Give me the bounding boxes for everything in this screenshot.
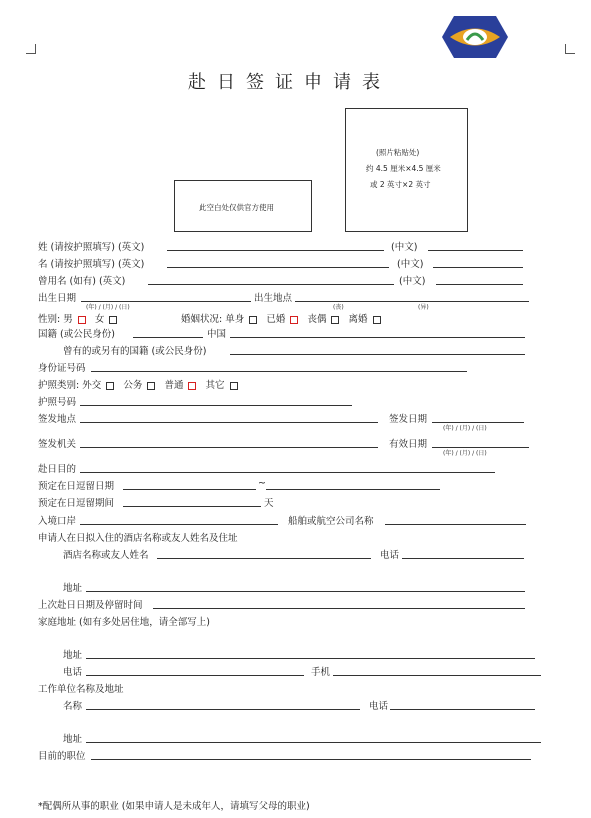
crop-mark-left	[26, 44, 36, 54]
passport-other-label: 其它	[205, 380, 225, 391]
passport-other-checkbox[interactable]	[230, 382, 238, 390]
position-field[interactable]	[91, 759, 531, 760]
divorced-hint: (异)	[418, 304, 429, 311]
marital-single-label: 婚姻状况: 单身	[181, 314, 245, 325]
stay-date-from-field[interactable]	[123, 489, 256, 490]
home-address-line-label: 地址	[63, 650, 83, 661]
stay-period-label: 预定在日逗留期间	[38, 498, 115, 509]
sex-row	[38, 311, 117, 325]
marital-divorced-label: 离婚	[348, 314, 368, 325]
birth-place-label: 出生地点	[254, 293, 293, 304]
former-nationality-field[interactable]	[230, 354, 525, 355]
nationality-value: 中国	[207, 329, 227, 340]
home-address-label: 家庭地址 (如有多处居住地，请全部写上)	[38, 617, 210, 628]
nationality-label: 国籍 (或公民身份)	[38, 329, 115, 340]
surname-chinese-label: (中文)	[391, 242, 418, 253]
issue-date-hint: (年) / (月) / (日)	[443, 425, 487, 432]
surname-chinese-field[interactable]	[428, 250, 523, 251]
employer-address-label: 地址	[63, 734, 83, 745]
ship-airline-label: 船舶或航空公司名称	[288, 516, 374, 527]
given-name-label: 名 (请按护照填写) (英文)	[38, 259, 145, 270]
sex-female-label: 女	[94, 314, 105, 325]
birth-place-field[interactable]	[295, 301, 529, 302]
hotel-phone-field[interactable]	[402, 558, 524, 559]
former-name-field[interactable]	[148, 284, 394, 285]
spouse-job-label: *配偶所从事的职业 (如果申请人是未成年人，请填写父母的职业)	[38, 801, 310, 812]
marital-married-label: 已婚	[266, 314, 286, 325]
entry-port-field[interactable]	[80, 524, 278, 525]
hotel-address-field[interactable]	[86, 591, 525, 592]
marital-widowed-checkbox[interactable]	[331, 316, 339, 324]
stay-date-separator: ~	[258, 478, 266, 489]
birth-date-hint: (年) / (月) / (日)	[86, 304, 130, 311]
passport-official-checkbox[interactable]	[147, 382, 155, 390]
employer-phone-field[interactable]	[390, 709, 535, 710]
logo-icon	[440, 14, 510, 60]
page-title: 赴日签证申请表	[188, 72, 391, 93]
home-phone-field[interactable]	[86, 675, 304, 676]
official-use-label: 此空白处仅供官方使用	[199, 203, 274, 212]
passport-ordinary-label: 普通	[164, 380, 184, 391]
former-name-label: 曾用名 (如有) (英文)	[38, 276, 126, 287]
accommodation-label: 申请人在日拟入住的酒店名称或友人姓名及住址	[38, 533, 238, 544]
home-address-field[interactable]	[86, 658, 535, 659]
photo-box	[345, 108, 468, 232]
issue-date-label: 签发日期	[389, 414, 428, 425]
mobile-field[interactable]	[333, 675, 541, 676]
issue-authority-label: 签发机关	[38, 439, 77, 450]
last-visit-field[interactable]	[153, 608, 525, 609]
stay-date-label: 预定在日逗留日期	[38, 481, 115, 492]
given-name-chinese-field[interactable]	[433, 267, 523, 268]
passport-number-field[interactable]	[80, 405, 352, 406]
last-visit-label: 上次赴日日期及停留时间	[38, 600, 143, 611]
passport-official-label: 公务	[123, 380, 143, 391]
marital-married-checkbox[interactable]	[290, 316, 298, 324]
marital-divorced-checkbox[interactable]	[373, 316, 381, 324]
marital-widowed-label: 丧偶	[307, 314, 327, 325]
crop-mark-right	[565, 44, 575, 54]
passport-diplomatic-checkbox[interactable]	[106, 382, 114, 390]
position-label: 目前的职位	[38, 751, 86, 762]
issue-place-label: 签发地点	[38, 414, 77, 425]
mobile-label: 手机	[311, 667, 331, 678]
surname-label: 姓 (请按护照填写) (英文)	[38, 242, 145, 253]
former-name-chinese-label: (中文)	[399, 276, 426, 287]
passport-diplomatic-label: 护照类别: 外交	[38, 380, 102, 391]
ship-airline-field[interactable]	[385, 524, 526, 525]
marital-single-checkbox[interactable]	[249, 316, 257, 324]
passport-number-label: 护照号码	[38, 397, 77, 408]
entry-port-label: 入境口岸	[38, 516, 77, 527]
purpose-field[interactable]	[80, 472, 495, 473]
expiry-date-hint: (年) / (月) / (日)	[443, 450, 487, 457]
photo-box-line3: 或 2 英寸×2 英寸	[370, 180, 431, 189]
issue-place-field[interactable]	[80, 422, 378, 423]
hotel-address-label: 地址	[63, 583, 83, 594]
sex-female-checkbox[interactable]	[109, 316, 117, 324]
id-number-label: 身份证号码	[38, 363, 86, 374]
employer-name-field[interactable]	[86, 709, 360, 710]
id-number-field[interactable]	[91, 371, 467, 372]
passport-type-row	[38, 377, 238, 391]
widowed-hint: (丧)	[333, 304, 344, 311]
nationality-field-left[interactable]	[133, 337, 203, 338]
expiry-date-label: 有效日期	[389, 439, 428, 450]
home-phone-label: 电话	[63, 667, 83, 678]
purpose-label: 赴日目的	[38, 464, 77, 475]
sex-male-checkbox[interactable]	[78, 316, 86, 324]
employer-name-label: 名称	[63, 701, 83, 712]
hotel-name-field[interactable]	[157, 558, 371, 559]
former-nationality-label: 曾有的或另有的国籍 (或公民身份)	[63, 346, 207, 357]
issue-authority-field[interactable]	[80, 447, 378, 448]
stay-period-days: 天	[264, 498, 274, 509]
sex-male-label: 性别: 男	[38, 314, 73, 325]
former-name-chinese-field[interactable]	[436, 284, 523, 285]
surname-field[interactable]	[167, 250, 384, 251]
stay-period-field[interactable]	[123, 506, 261, 507]
hotel-phone-label: 电话	[380, 550, 400, 561]
given-name-chinese-label: (中文)	[397, 259, 424, 270]
employer-phone-label: 电话	[369, 701, 389, 712]
photo-box-line2: 约 4.5 厘米×4.5 厘米	[366, 164, 441, 173]
nationality-field[interactable]	[230, 337, 525, 338]
birth-date-label: 出生日期	[38, 293, 77, 304]
given-name-field[interactable]	[167, 267, 389, 268]
marital-row	[181, 311, 381, 325]
photo-box-line1: (照片粘贴处)	[376, 148, 420, 157]
hotel-name-label: 酒店名称或友人姓名	[63, 550, 149, 561]
official-use-box	[174, 180, 312, 232]
stay-date-to-field[interactable]	[266, 489, 440, 490]
employer-label: 工作单位名称及地址	[38, 684, 124, 695]
employer-address-field[interactable]	[86, 742, 541, 743]
passport-ordinary-checkbox[interactable]	[188, 382, 196, 390]
